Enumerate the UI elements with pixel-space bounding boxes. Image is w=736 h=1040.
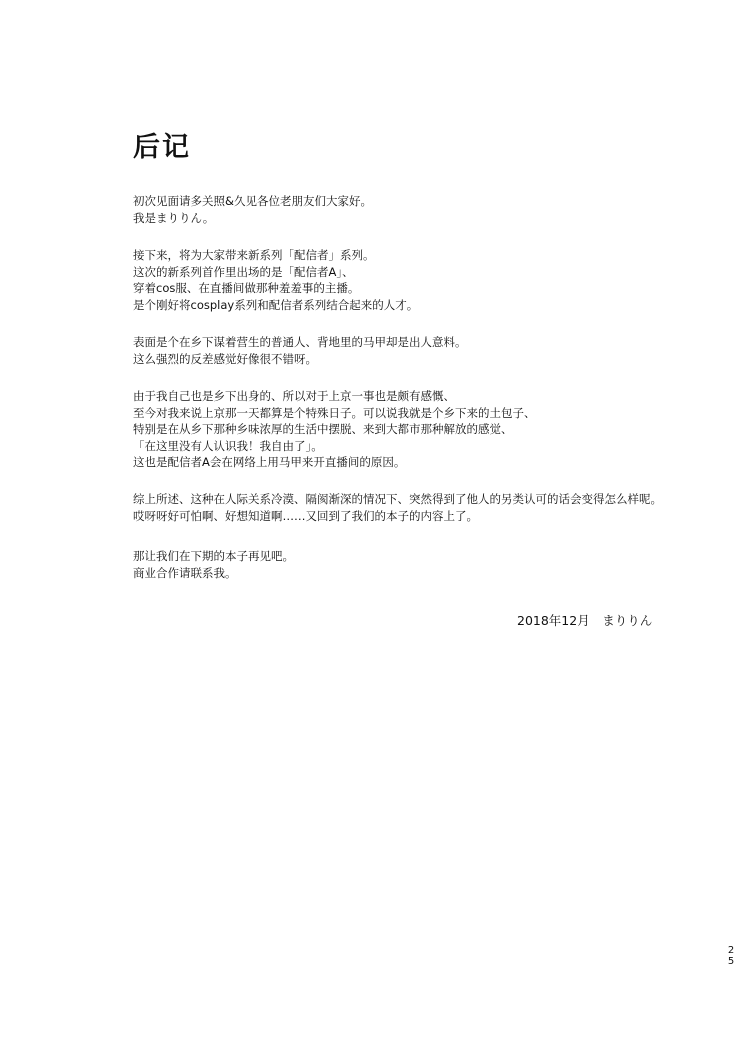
signature-date: 2018年12月 まりりん <box>517 613 653 628</box>
text-line: 表面是个在乡下谋着营生的普通人、背地里的马甲却是出人意料。 <box>133 335 467 349</box>
page-number <box>727 945 735 967</box>
paragraph-new-series <box>133 247 693 313</box>
text-line: 综上所述、这种在人际关系冷漠、隔阂渐深的情况下、突然得到了他人的另类认可的话会变得怎么样呢。 <box>133 492 662 506</box>
page-number-digit: 2 <box>727 945 735 956</box>
text-line: 这次的新系列首作里出场的是「配信者A」、 <box>133 264 354 279</box>
text-line: 哎呀呀好可怕啊、好想知道啊……又回到了我们的本子的内容上了。 <box>133 508 478 523</box>
paragraph-greeting <box>133 193 693 226</box>
paragraph-summary <box>133 491 693 524</box>
text-line: 「在这里没有人认识我！我自由了」。 <box>133 438 323 453</box>
text-line: 这么强烈的反差感觉好像很不错呀。 <box>133 351 317 366</box>
text-line: 穿着cos服、在直播间做那种羞羞事的主播。 <box>133 281 360 295</box>
page-title: 后记 <box>133 132 191 163</box>
text-line: 这也是配信者A会在网络上用马甲来开直播间的原因。 <box>133 455 406 469</box>
text-line: 商业合作请联系我。 <box>133 565 237 580</box>
page-number-digit: 5 <box>727 956 735 967</box>
paragraph-hometown <box>133 388 693 471</box>
text-line: 初次见面请多关照&久见各位老朋友们大家好。 <box>133 194 372 208</box>
text-line: 特别是在从乡下那种乡味浓厚的生活中摆脱、来到大都市那种解放的感觉、 <box>133 422 513 436</box>
paragraph-closing <box>133 548 693 581</box>
text-line: 那让我们在下期的本子再见吧。 <box>133 549 294 563</box>
paragraph-contrast <box>133 334 693 367</box>
text-line: 我是まりりん。 <box>133 210 215 225</box>
text-line: 是个刚好将cosplay系列和配信者系列结合起来的人才。 <box>133 297 419 312</box>
text-line: 由于我自己也是乡下出身的、所以对于上京一事也是颇有感慨、 <box>133 389 455 403</box>
text-line: 至今对我来说上京那一天都算是个特殊日子。可以说我就是个乡下来的土包子、 <box>133 405 536 420</box>
text-line: 接下来，将为大家带来新系列「配信者」系列。 <box>133 248 375 262</box>
